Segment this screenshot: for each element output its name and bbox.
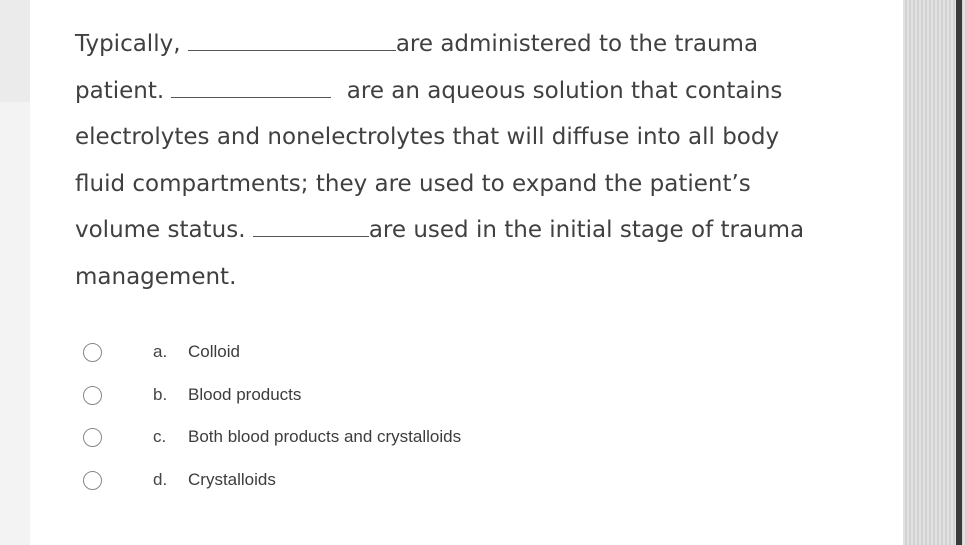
question-line-2 [75, 68, 865, 115]
option-label[interactable]: Crystalloids [188, 469, 276, 489]
scrollbar-edge[interactable] [956, 0, 962, 545]
question-segment: management. [75, 263, 237, 290]
question-line-5 [75, 207, 865, 254]
question-segment: patient. [75, 77, 172, 104]
question-line-1 [75, 21, 865, 68]
option-a[interactable] [83, 340, 240, 383]
question-line-3 [75, 114, 865, 161]
radio-button-a[interactable] [83, 343, 102, 362]
left-panel-edge [0, 0, 30, 102]
option-d[interactable] [83, 468, 276, 511]
radio-button-b[interactable] [83, 386, 102, 405]
question-text [75, 21, 865, 300]
question-segment: are administered to the trauma [395, 31, 759, 57]
question-segment: are an aqueous solution that contains [339, 77, 783, 104]
question-line-4 [75, 161, 865, 208]
right-side-panel [903, 0, 967, 545]
option-c[interactable] [83, 425, 462, 468]
question-line-6 [75, 254, 865, 301]
option-letter: a. [153, 342, 168, 361]
answer-blank-1 [188, 22, 396, 51]
radio-button-c[interactable] [83, 428, 102, 447]
option-letter: b. [153, 384, 168, 404]
question-segment: are used in the initial stage of trauma [368, 217, 805, 243]
question-segment: electrolytes and nonelectrolytes that will diffuse into all body [75, 124, 780, 150]
question-segment: Typically, [75, 31, 188, 57]
option-label[interactable]: Colloid [188, 342, 240, 361]
question-segment: volume status. [75, 217, 253, 243]
option-label[interactable]: Blood products [188, 384, 302, 404]
option-letter: c. [153, 427, 167, 446]
option-b[interactable] [83, 383, 302, 426]
answer-blank-2 [171, 69, 331, 98]
radio-button-d[interactable] [83, 471, 102, 490]
option-letter: d. [153, 469, 168, 489]
answer-options [83, 340, 462, 510]
question-segment: fluid compartments; they are used to expand the patient’s [75, 170, 751, 197]
option-label[interactable]: Both blood products and crystalloids [188, 427, 462, 446]
answer-blank-3 [253, 208, 369, 237]
